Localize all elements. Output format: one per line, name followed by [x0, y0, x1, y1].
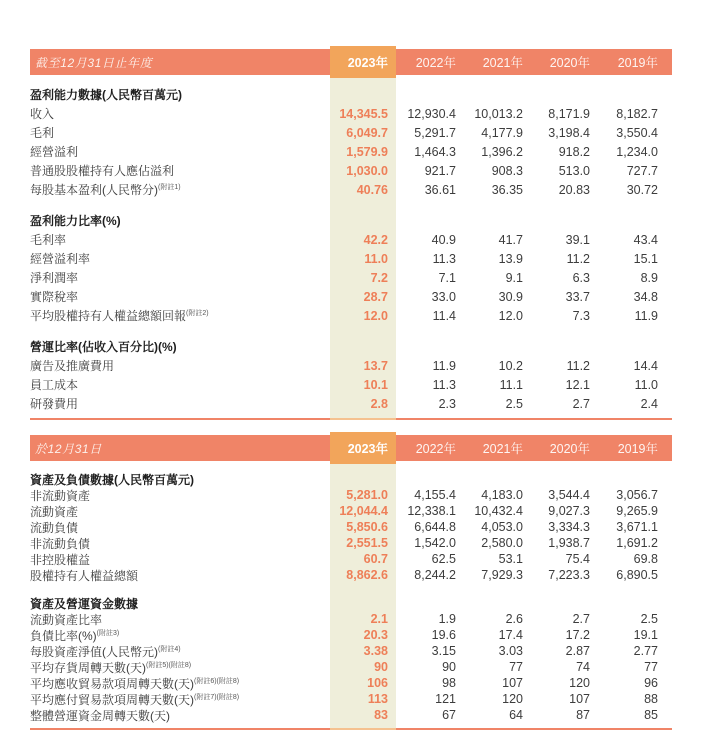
year-header-2019: 2019年 — [617, 442, 658, 456]
row-label: 經營溢利率 — [30, 252, 91, 266]
section-title: 資產及營運資金數據 — [30, 596, 139, 611]
footnote-superscript: (附註4) — [158, 645, 181, 653]
value-cell: 1,542.0 — [414, 536, 456, 550]
value-cell: 8,182.7 — [616, 106, 658, 121]
row-label: 流動資產比率 — [30, 612, 103, 627]
value-cell: 30.72 — [626, 182, 658, 197]
value-cell: 77 — [509, 660, 523, 674]
value-cell: 8,171.9 — [548, 106, 590, 121]
row-label: 流動資產 — [30, 504, 79, 519]
profitability-table — [30, 49, 672, 420]
table-row — [30, 180, 672, 199]
value-cell: 918.2 — [558, 144, 590, 159]
value-cell: 908.3 — [491, 163, 523, 178]
value-cell: 1,579.9 — [346, 144, 388, 159]
value-cell: 3,334.3 — [548, 520, 590, 534]
year-header-2021: 2021年 — [482, 442, 523, 456]
row-label: 非流動資產 — [30, 488, 91, 503]
row-label: 平均應收貿易款項周轉天數(天)$^{(附註6)(附註8)}$ — [30, 676, 240, 691]
value-cell: 3,056.7 — [616, 488, 658, 502]
section-gap — [30, 583, 672, 595]
value-cell: 3,198.4 — [548, 125, 590, 140]
section-title-row — [30, 211, 672, 230]
section-title-row — [30, 471, 672, 487]
row-label: 普通股股權持有人應佔溢利 — [30, 164, 175, 178]
value-cell: 1,464.3 — [414, 144, 456, 159]
value-cell: 2.87 — [565, 644, 590, 658]
value-cell: 15.1 — [633, 251, 658, 266]
value-cell: 921.7 — [424, 163, 456, 178]
value-cell: 60.7 — [363, 552, 388, 566]
year-header-2022: 2022年 — [415, 56, 456, 70]
assets-liabilities-table — [30, 435, 672, 730]
section-title: 營運比率(佔收入百分比)(%) — [30, 340, 177, 354]
value-cell: 42.2 — [363, 232, 388, 247]
value-cell: 1,234.0 — [616, 144, 658, 159]
row-label: 研發費用 — [30, 397, 79, 411]
value-cell: 40.76 — [356, 182, 388, 197]
value-cell: 69.8 — [633, 552, 658, 566]
value-cell: 7,929.3 — [481, 568, 523, 582]
footnote-superscript: (附註7)(附註8) — [194, 693, 240, 701]
value-cell: 20.83 — [558, 182, 590, 197]
row-label: 廣告及推廣費用 — [30, 359, 115, 373]
row-label: 流動負債 — [30, 520, 79, 535]
section-gap — [30, 325, 672, 337]
rule-segment-highlight — [330, 728, 396, 730]
table-row — [30, 375, 672, 394]
row-label: 員工成本 — [30, 378, 79, 392]
period-label: 於12月31日 — [35, 441, 102, 456]
value-cell: 40.9 — [431, 232, 456, 247]
section-title-row — [30, 85, 672, 104]
value-cell: 36.61 — [424, 182, 456, 197]
bottom-padding-row — [30, 413, 672, 418]
value-cell: 10,432.4 — [474, 504, 523, 518]
value-cell: 11.9 — [432, 358, 456, 373]
section-gap — [30, 199, 672, 211]
value-cell: 12,930.4 — [407, 106, 456, 121]
year-header-2023: 2023年 — [330, 432, 396, 464]
row-label: 非流動負債 — [30, 536, 91, 551]
value-cell: 90 — [442, 660, 456, 674]
table-row — [30, 675, 672, 691]
value-cell: 13.9 — [498, 251, 523, 266]
value-cell: 7,223.3 — [548, 568, 590, 582]
value-cell: 14.4 — [633, 358, 658, 373]
value-cell: 11.2 — [566, 358, 590, 373]
value-cell: 2.77 — [633, 644, 658, 658]
table-header-row — [30, 49, 672, 75]
value-cell: 3,550.4 — [616, 125, 658, 140]
value-cell: 83 — [374, 708, 388, 722]
value-cell: 7.1 — [438, 270, 456, 285]
table-body — [30, 461, 672, 728]
value-cell: 5,291.7 — [414, 125, 456, 140]
section-title-row — [30, 337, 672, 356]
value-cell: 14,345.5 — [339, 106, 388, 121]
year-header-2019: 2019年 — [617, 56, 658, 70]
value-cell: 3.38 — [363, 644, 388, 658]
row-label: 平均存貨周轉天數(天)$^{(附註5)(附註8)}$ — [30, 660, 192, 675]
value-cell: 113 — [367, 692, 388, 706]
table-row — [30, 356, 672, 375]
table-row — [30, 249, 672, 268]
value-cell: 5,281.0 — [346, 488, 388, 502]
value-cell: 5,850.6 — [346, 520, 388, 534]
value-cell: 77 — [644, 660, 658, 674]
section-title: 盈利能力比率(%) — [30, 214, 121, 228]
value-cell: 10.1 — [363, 377, 388, 392]
value-cell: 19.6 — [431, 628, 456, 642]
table-row — [30, 535, 672, 551]
value-cell: 74 — [576, 660, 590, 674]
row-label: 實際稅率 — [30, 290, 79, 304]
value-cell: 11.2 — [566, 251, 590, 266]
value-cell: 41.7 — [498, 232, 523, 247]
year-header-2021: 2021年 — [482, 56, 523, 70]
value-cell: 12.0 — [498, 308, 523, 323]
value-cell: 11.4 — [432, 308, 456, 323]
value-cell: 11.3 — [432, 377, 456, 392]
value-cell: 39.1 — [565, 232, 590, 247]
value-cell: 33.7 — [565, 289, 590, 304]
table-row — [30, 123, 672, 142]
row-label: 平均股權持有人權益總額回報$^{(附註2)}$ — [30, 309, 209, 323]
value-cell: 2.5 — [640, 612, 658, 626]
value-cell: 8,862.6 — [346, 568, 388, 582]
value-cell: 67 — [442, 708, 456, 722]
rule-segment — [396, 728, 672, 730]
table-row — [30, 287, 672, 306]
table-row — [30, 268, 672, 287]
value-cell: 28.7 — [363, 289, 388, 304]
table-row — [30, 691, 672, 707]
value-cell: 2,551.5 — [346, 536, 388, 550]
row-label: 毛利率 — [30, 233, 67, 247]
value-cell: 4,155.4 — [414, 488, 456, 502]
row-label: 經營溢利 — [30, 145, 79, 159]
value-cell: 9.1 — [505, 270, 523, 285]
year-header-2022: 2022年 — [415, 442, 456, 456]
value-cell: 30.9 — [498, 289, 523, 304]
table-row — [30, 519, 672, 535]
value-cell: 88 — [644, 692, 658, 706]
row-label: 平均應付貿易款項周轉天數(天)$^{(附註7)(附註8)}$ — [30, 692, 240, 707]
table-row — [30, 104, 672, 123]
value-cell: 36.35 — [491, 182, 523, 197]
value-cell: 3,544.4 — [548, 488, 590, 502]
value-cell: 11.3 — [432, 251, 456, 266]
value-cell: 34.8 — [633, 289, 658, 304]
year-header-2020: 2020年 — [549, 442, 590, 456]
value-cell: 4,053.0 — [481, 520, 523, 534]
value-cell: 64 — [509, 708, 523, 722]
value-cell: 1,691.2 — [616, 536, 658, 550]
bottom-padding-row — [30, 723, 672, 728]
value-cell: 1,396.2 — [481, 144, 523, 159]
row-label: 收入 — [30, 107, 55, 121]
footnote-superscript: (附註3) — [96, 629, 120, 637]
value-cell: 7.3 — [572, 308, 590, 323]
row-label: 非控股權益 — [30, 552, 91, 567]
value-cell: 85 — [644, 708, 658, 722]
value-cell: 43.4 — [633, 232, 658, 247]
row-label: 股權持有人權益總額 — [30, 568, 139, 583]
footnote-superscript: (附註1) — [158, 184, 181, 191]
table-row — [30, 487, 672, 503]
value-cell: 513.0 — [558, 163, 590, 178]
value-cell: 3.03 — [498, 644, 523, 658]
row-label: 每股基本盈利(人民幣分)$^{(附註1)}$ — [30, 183, 181, 197]
value-cell: 87 — [576, 708, 590, 722]
value-cell: 107 — [502, 676, 523, 690]
table-header-row — [30, 435, 672, 461]
value-cell: 11.0 — [364, 251, 388, 266]
value-cell: 17.2 — [565, 628, 590, 642]
section-title: 盈利能力數據(人民幣百萬元) — [30, 88, 182, 102]
table-row — [30, 306, 672, 325]
value-cell: 9,265.9 — [616, 504, 658, 518]
table-row — [30, 659, 672, 675]
table-row — [30, 142, 672, 161]
year-header-2020: 2020年 — [549, 56, 590, 70]
value-cell: 12,338.1 — [407, 504, 456, 518]
period-label: 截至12月31日止年度 — [35, 55, 153, 70]
footnote-superscript: (附註2) — [186, 310, 209, 317]
table-row — [30, 551, 672, 567]
value-cell: 1,030.0 — [346, 163, 388, 178]
footnote-superscript: (附註5)(附註8) — [146, 661, 192, 669]
table-row — [30, 707, 672, 723]
value-cell: 121 — [435, 692, 456, 706]
value-cell: 33.0 — [431, 289, 456, 304]
table-bottom-rule — [30, 418, 672, 420]
value-cell: 53.1 — [498, 552, 523, 566]
value-cell: 3,671.1 — [616, 520, 658, 534]
rule-segment — [396, 418, 672, 420]
table-row — [30, 394, 672, 413]
value-cell: 6,049.7 — [346, 125, 388, 140]
value-cell: 2.5 — [505, 396, 523, 411]
value-cell: 2.7 — [572, 396, 590, 411]
table-body — [30, 75, 672, 418]
value-cell: 8.9 — [640, 270, 658, 285]
value-cell: 6,644.8 — [414, 520, 456, 534]
row-label: 負債比率(%)$^{(附註3)}$ — [30, 628, 120, 643]
value-cell: 11.0 — [634, 377, 658, 392]
value-cell: 2.7 — [572, 612, 590, 626]
value-cell: 62.5 — [431, 552, 456, 566]
value-cell: 12.0 — [363, 308, 388, 323]
table-row — [30, 230, 672, 249]
value-cell: 19.1 — [633, 628, 658, 642]
value-cell: 2.4 — [640, 396, 658, 411]
value-cell: 98 — [442, 676, 456, 690]
table-row — [30, 627, 672, 643]
section-title-row — [30, 595, 672, 611]
value-cell: 6,890.5 — [616, 568, 658, 582]
value-cell: 12.1 — [565, 377, 590, 392]
value-cell: 2.1 — [370, 612, 388, 626]
table-row — [30, 611, 672, 627]
value-cell: 90 — [374, 660, 388, 674]
table-row — [30, 161, 672, 180]
value-cell: 4,183.0 — [481, 488, 523, 502]
rule-segment-highlight — [330, 418, 396, 420]
value-cell: 6.3 — [572, 270, 590, 285]
value-cell: 9,027.3 — [548, 504, 590, 518]
value-cell: 2.6 — [505, 612, 523, 626]
value-cell: 8,244.2 — [414, 568, 456, 582]
table-row — [30, 567, 672, 583]
value-cell: 1,938.7 — [548, 536, 590, 550]
value-cell: 75.4 — [565, 552, 590, 566]
value-cell: 17.4 — [498, 628, 523, 642]
section-title: 資產及負債數據(人民幣百萬元) — [30, 472, 194, 487]
value-cell: 10.2 — [498, 358, 523, 373]
value-cell: 1.9 — [438, 612, 456, 626]
year-header-2023: 2023年 — [330, 46, 396, 78]
table-bottom-rule — [30, 728, 672, 730]
value-cell: 120 — [502, 692, 523, 706]
row-label: 每股資產淨值(人民幣元)$^{(附註4)}$ — [30, 644, 181, 659]
value-cell: 107 — [569, 692, 590, 706]
row-label: 毛利 — [30, 126, 55, 140]
value-cell: 4,177.9 — [481, 125, 523, 140]
value-cell: 20.3 — [363, 628, 388, 642]
row-label: 淨利潤率 — [30, 271, 79, 285]
value-cell: 11.1 — [499, 377, 523, 392]
value-cell: 3.15 — [431, 644, 456, 658]
value-cell: 2,580.0 — [481, 536, 523, 550]
value-cell: 727.7 — [626, 163, 658, 178]
rule-segment — [30, 418, 330, 420]
value-cell: 120 — [569, 676, 590, 690]
value-cell: 106 — [367, 676, 388, 690]
footnote-superscript: (附註6)(附註8) — [194, 677, 240, 685]
rule-segment — [30, 728, 330, 730]
value-cell: 11.9 — [634, 308, 658, 323]
table-row — [30, 643, 672, 659]
value-cell: 10,013.2 — [474, 106, 523, 121]
value-cell: 96 — [644, 676, 658, 690]
value-cell: 12,044.4 — [339, 504, 388, 518]
value-cell: 2.3 — [438, 396, 456, 411]
value-cell: 2.8 — [370, 396, 388, 411]
value-cell: 7.2 — [370, 270, 388, 285]
row-label: 整體營運資金周轉天數(天) — [30, 708, 170, 723]
value-cell: 13.7 — [363, 358, 388, 373]
table-row — [30, 503, 672, 519]
